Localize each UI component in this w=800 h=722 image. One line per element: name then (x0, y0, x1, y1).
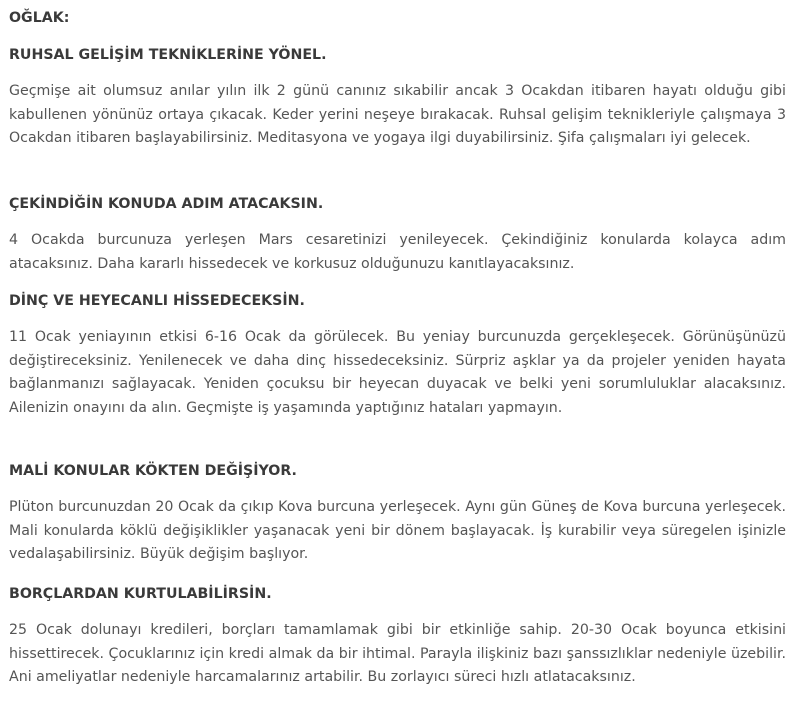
section-heading: MALİ KONULAR KÖKTEN DEĞİŞİYOR. (9, 463, 297, 479)
sign-title: OĞLAK: (9, 10, 70, 26)
section-heading: ÇEKİNDİĞİN KONUDA ADIM ATACAKSIN. (9, 196, 324, 212)
section-heading: DİNÇ VE HEYECANLI HİSSEDECEKSİN. (9, 293, 305, 309)
section-paragraph: Geçmişe ait olumsuz anılar yılın ilk 2 günü canınız sıkabilir ancak 3 Ocakdan itibaren hayatı olduğu gibi kabullenen yönünüz ortaya çıkacak. Keder yerini neşeye bırakacak. Ruhsal gelişim teknikleriyle çalışmaya 3 Ocakdan itibaren başlayabilirsiniz. Meditasyona ve yogaya ilgi duyabilirsiniz. Şifa çalışmaları iyi gelecek. (9, 83, 786, 147)
section-paragraph: Plüton burcunuzdan 20 Ocak da çıkıp Kova burcuna yerleşecek. Aynı gün Güneş de Kova burcuna yerleşecek. Mali konularda köklü değişiklikler yaşanacak yeni bir dönem başlayacak. İş kurabilir veya süregelen işinizle vedalaşabilirsiniz. Büyük değişim başlıyor. (9, 499, 786, 563)
section-paragraph: 4 Ocakda burcunuza yerleşen Mars cesaretinizi yenileyecek. Çekindiğiniz konularda kolayca adım atacaksınız. Daha kararlı hissedecek ve korkusuz olduğunuzu kanıtlayacaksınız. (9, 232, 786, 272)
section-heading: RUHSAL GELİŞİM TEKNİKLERİNE YÖNEL. (9, 47, 327, 63)
section-paragraph: 25 Ocak dolunayı kredileri, borçları tamamlamak gibi bir etkinliğe sahip. 20-30 Ocak boyunca etkisini hissettirecek. Çocuklarınız için kredi almak da bir ihtimal. Parayla ilişkiniz bazı şanssızlıklar nedeniyle üzebilir. Ani ameliyatlar nedeniyle harcamalarınız artabilir. Bu zorlayıcı süreci hızlı atlatacaksınız. (9, 622, 786, 686)
section-heading: BORÇLARDAN KURTULABİLİRSİN. (9, 586, 272, 602)
section-paragraph: 11 Ocak yeniayının etkisi 6-16 Ocak da görülecek. Bu yeniay burcunuzda gerçekleşecek. Görünüşünüzü değiştireceksiniz. Yenilenecek ve daha dinç hissedeceksiniz. Sürpriz aşklar ya da projeler yeniden hayata bağlanmanızı sağlayacak. Yeniden çocuksu bir heyecan duyacak ve belki yeni sorumluluklar alacaksınız. Ailenizin onayını da alın. Geçmişte iş yaşamında yaptığınız hataları yapmayın. (9, 329, 786, 416)
